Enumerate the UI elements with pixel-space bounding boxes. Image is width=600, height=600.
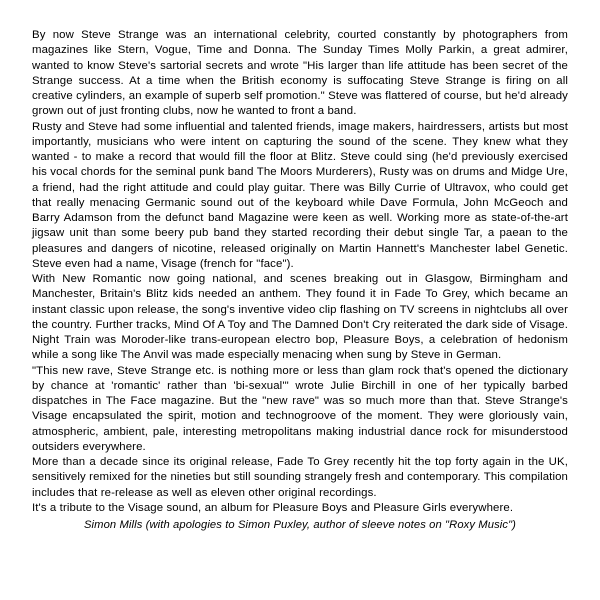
liner-notes-body xyxy=(32,28,568,533)
paragraph: Rusty and Steve had some influential and talented friends, image makers, hairdressers, artists but most importantly, musicians who were intent on capturing the sound of the scene. They knew what they wanted - to make a record that would fill the floor at Blitz. Steve could sing (he'd previously exercised his vocal chords for the seminal punk band The Moors Murderers), Rusty was on drums and Midge Ure, a friend, had the right attitude and could play guitar. There was Billy Currie of Ultravox, who could get that really menacing Germanic sound out of the keyboard while Dave Formula, John McGeoch and Barry Adamson from the defunct band Magazine were keen as well. Working more as state-of-the-art jigsaw unit than some beery pub band they started recording their debut single Tar, a paean to the pleasures and dangers of nicotine, released originally on Martin Hannett's Manchester label Genetic. Steve even had a name, Visage (french for "face"). xyxy=(32,120,568,270)
paragraph: With New Romantic now going national, and scenes breaking out in Glasgow, Birmingham and Manchester, Britain's Blitz kids needed an anthem. They found it in Fade To Grey, which became an instant classic upon release, the song's inventive video clip flashing on TV screens in nightclubs all over the country. Further tracks, Mind Of A Toy and The Damned Don't Cry reiterated the dark side of Visage. Night Train was Moroder-like trans-european electro bop, Pleasure Boys, a celebration of hedonism while a song like The Anvil was made especially menacing when sung by Steve in German. xyxy=(32,273,568,362)
paragraph: It's a tribute to the Visage sound, an album for Pleasure Boys and Pleasure Girls everywhere. xyxy=(32,501,514,514)
paragraph: By now Steve Strange was an international celebrity, courted constantly by photographers from magazines like Stern, Vogue, Time and Donna. The Sunday Times Molly Parkin, a great admirer, wanted to know Steve's sartorial secrets and wrote "His larger than life attitude has been secret of the Strange success. At a time when the British economy is suffocating Steve Strange is firing on all creative cylinders, an example of superb self promotion." Steve was flattered of course, but he'd already grown out of just fronting clubs, now he wanted to front a band. xyxy=(32,29,568,118)
paragraph: More than a decade since its original release, Fade To Grey recently hit the top forty again in the UK, sensitively remixed for the nineties but still sounding strangely fresh and contemporary. This compilation includes that re-release as well as eleven other original recordings. xyxy=(32,456,568,499)
paragraph: "This new rave, Steve Strange etc. is nothing more or less than glam rock that's opened the dictionary by chance at 'romantic' rather than 'bi-sexual'" wrote Julie Birchill in one of her typically barbed dispatches in The Face magazine. But the "new rave" was so much more than that. Steve Strange's Visage encapsulated the spirit, motion and technogroove of the moment. They were gloriously vain, atmospheric, ambient, pale, interesting metropolitans making industrial dance rock for misunderstood outsiders everywhere. xyxy=(32,364,568,453)
author-signature: Simon Mills (with apologies to Simon Puxley, author of sleeve notes on "Roxy Music") xyxy=(83,519,517,531)
